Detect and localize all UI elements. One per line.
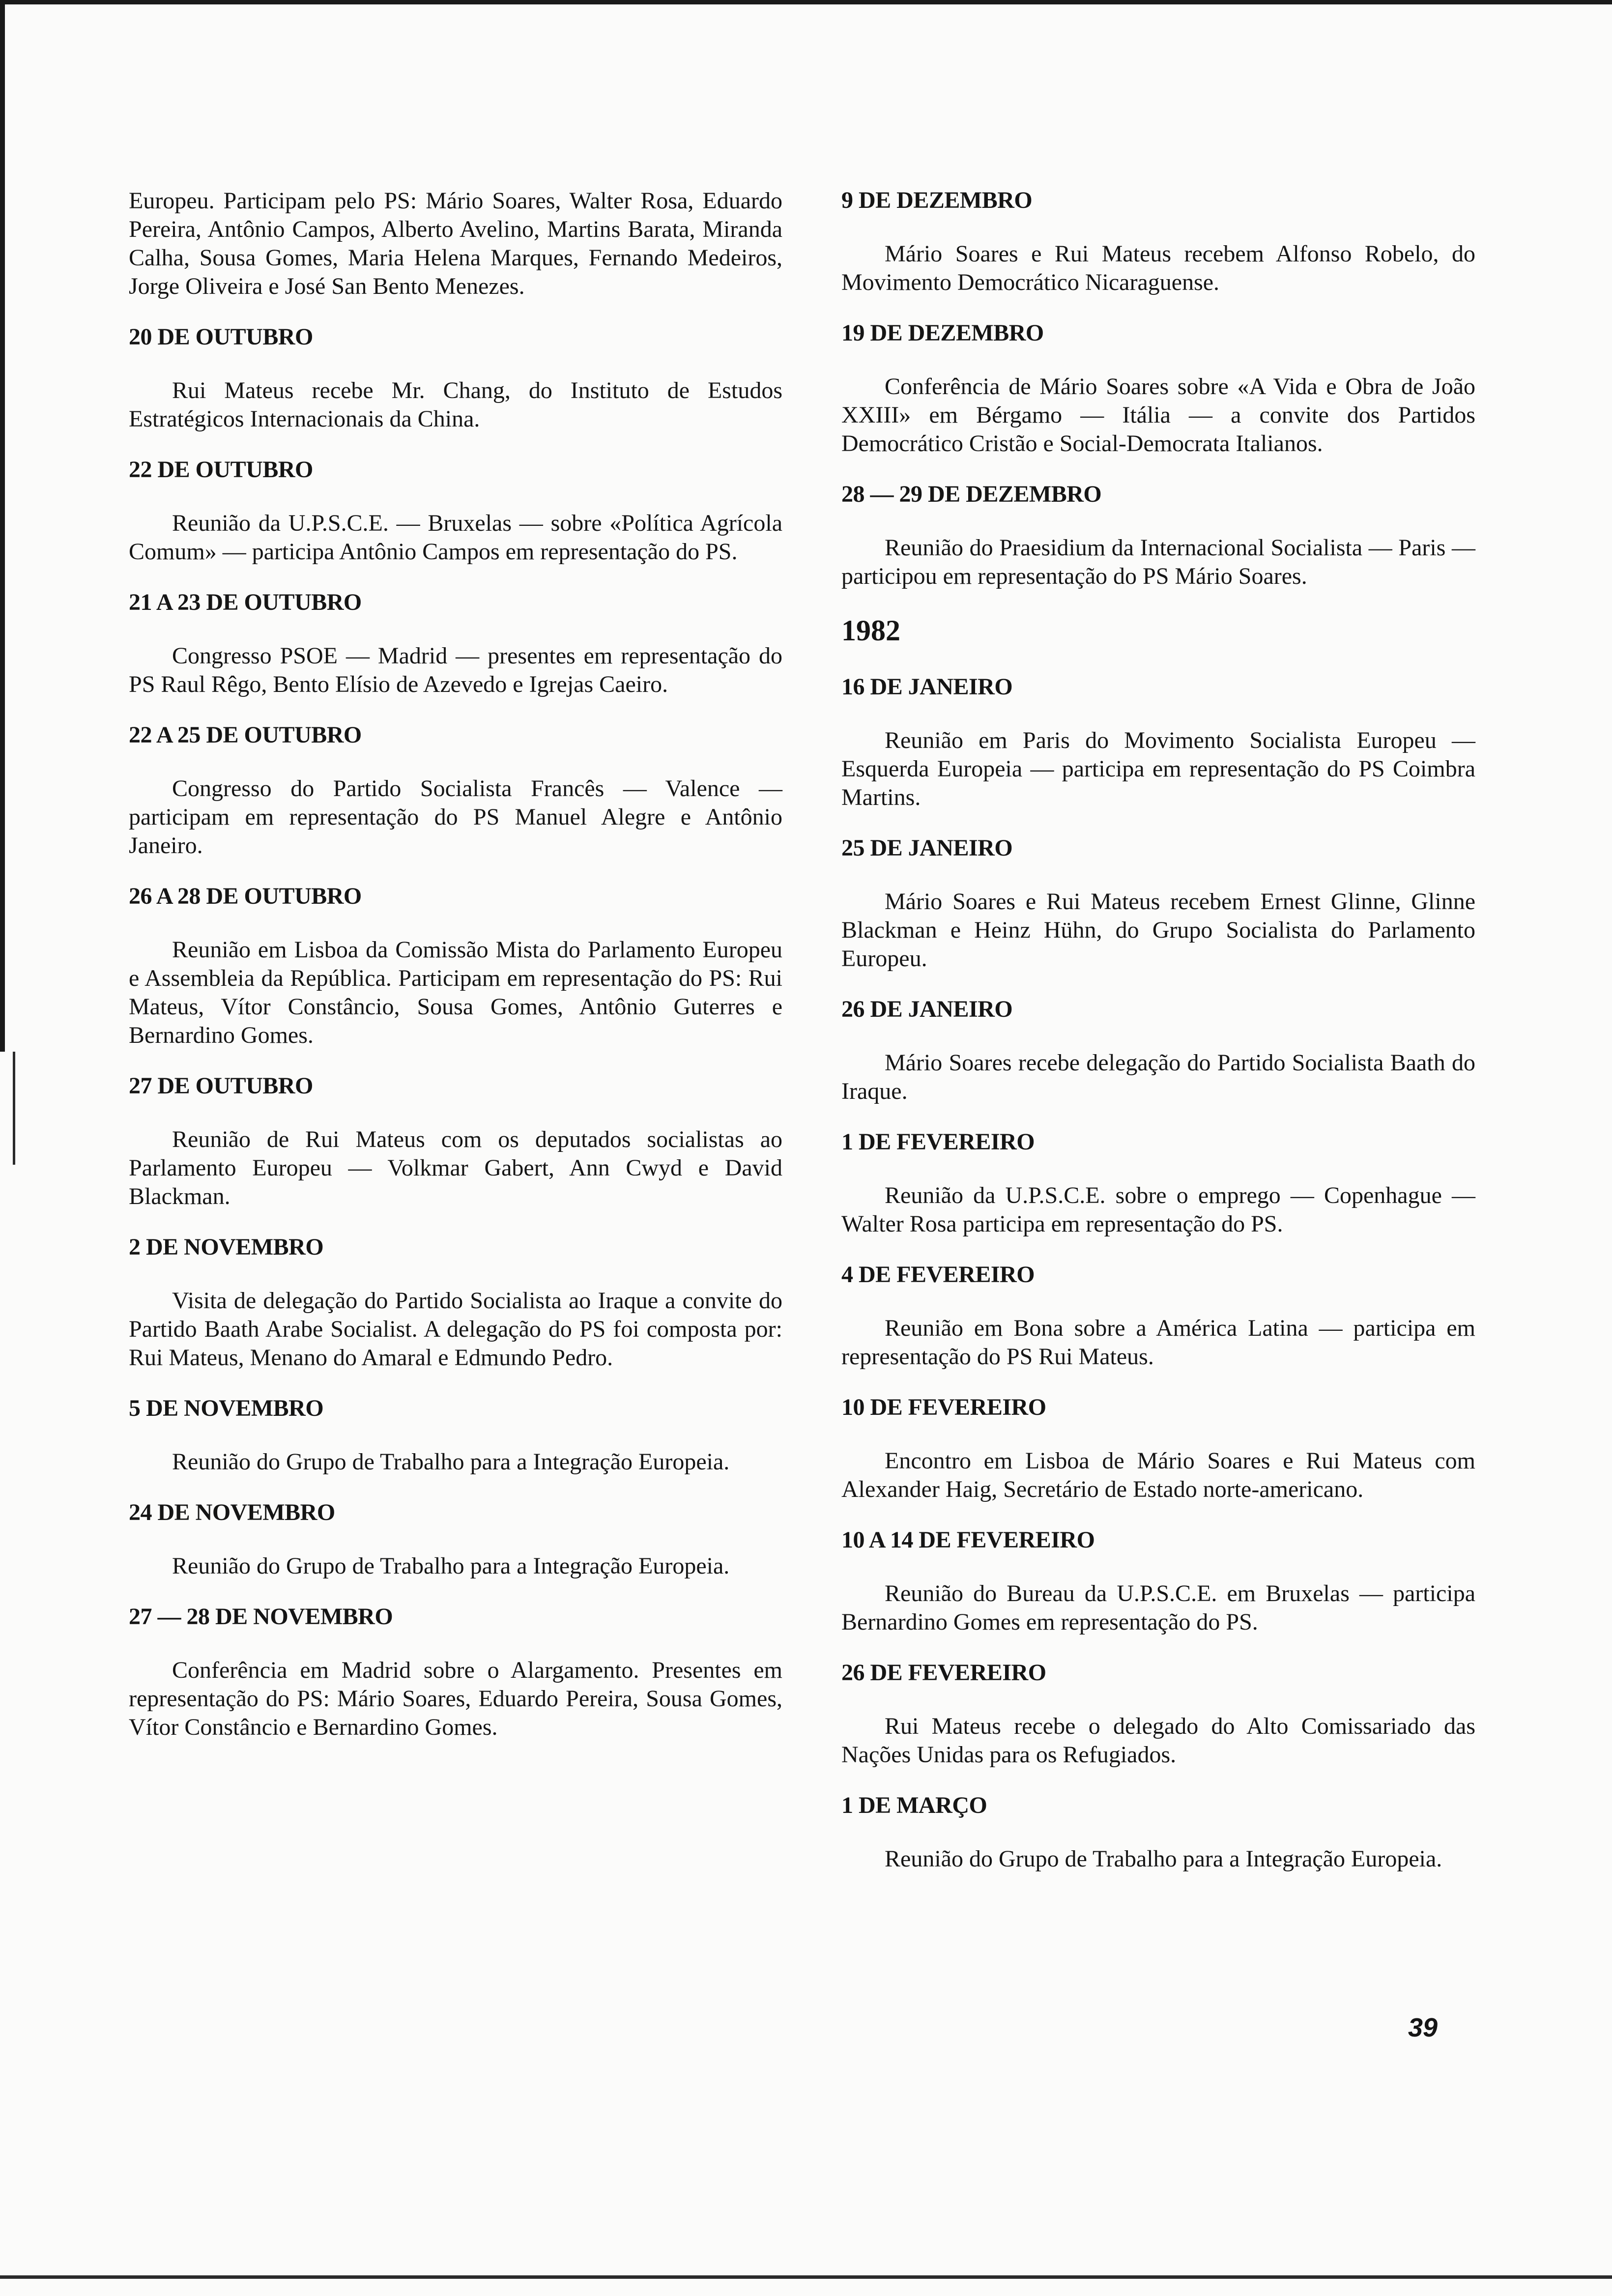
- entry-date: 1 DE FEVEREIRO: [841, 1129, 1035, 1155]
- entry-date: 21 A 23 DE OUTUBRO: [129, 589, 362, 615]
- entry-text: Reunião do Praesidium da Internacional Socialista — Paris — participou em representação do PS Mário Soares.: [841, 535, 1475, 589]
- entry-text: Reunião em Paris do Movimento Socialista Europeu — Esquerda Europeia — participa em representação do PS Coimbra Martins.: [841, 727, 1475, 810]
- chronology-entry: [129, 883, 782, 1050]
- chronology-entry: [129, 1499, 782, 1580]
- chronology-entry: [129, 589, 782, 699]
- scan-edge-bottom: [0, 2275, 1612, 2279]
- entry-text: Visita de delegação do Partido Socialista ao Iraque a convite do Partido Baath Arabe Socialist. A delegação do PS foi composta por: Rui Mateus, Menano do Amaral e Edmundo Pedro.: [129, 1288, 782, 1371]
- chronology-entry: [841, 1526, 1475, 1636]
- entry-date: 26 DE FEVEREIRO: [841, 1660, 1046, 1686]
- entry-text: Conferência em Madrid sobre o Alargamento. Presentes em representação do PS: Mário Soares, Eduardo Pereira, Sousa Gomes, Vítor Constâncio e Bernardino Gomes.: [129, 1657, 782, 1740]
- right-column: [841, 187, 1475, 1896]
- entry-date: 16 DE JANEIRO: [841, 674, 1013, 700]
- chronology-entry: [841, 1261, 1475, 1371]
- chronology-entry: [841, 1394, 1475, 1504]
- entry-date: 26 A 28 DE OUTUBRO: [129, 883, 362, 909]
- entry-date: 24 DE NOVEMBRO: [129, 1499, 335, 1525]
- entry-text: Encontro em Lisboa de Mário Soares e Rui Mateus com Alexander Haig, Secretário de Estado norte-americano.: [841, 1448, 1475, 1502]
- chronology-entry: [129, 1603, 782, 1742]
- chronology-entry: [841, 673, 1475, 812]
- chronology-entry: [841, 1659, 1475, 1769]
- entry-date: 25 DE JANEIRO: [841, 835, 1013, 861]
- left-column: [129, 187, 782, 1764]
- chronology-entry: [129, 1395, 782, 1476]
- entry-date: 22 A 25 DE OUTUBRO: [129, 722, 362, 748]
- entry-text: Reunião em Bona sobre a América Latina — participa em representação do PS Rui Mateus.: [841, 1315, 1475, 1370]
- entry-text: Congresso PSOE — Madrid — presentes em representação do PS Raul Rêgo, Bento Elísio de Azevedo e Igrejas Caeiro.: [129, 643, 782, 697]
- scan-edge-left: [0, 0, 5, 1052]
- chronology-entry: [841, 187, 1475, 297]
- scan-edge-left-fragment: [13, 1052, 15, 1165]
- chronology-entry: [841, 834, 1475, 973]
- entry-text: Reunião da U.P.S.C.E. — Bruxelas — sobre «Política Agrícola Comum» — participa Antônio Campos em representação do PS.: [129, 510, 782, 565]
- entry-text: Rui Mateus recebe o delegado do Alto Comissariado das Nações Unidas para os Refugiados.: [841, 1713, 1475, 1768]
- entry-date: 5 DE NOVEMBRO: [129, 1395, 324, 1421]
- entry-date: 22 DE OUTUBRO: [129, 457, 313, 483]
- chronology-entry: [841, 481, 1475, 591]
- entry-date: 1 DE MARÇO: [841, 1792, 987, 1818]
- page-number: 39: [1408, 2013, 1438, 2042]
- entry-date: 19 DE DEZEMBRO: [841, 320, 1044, 346]
- chronology-entry: [841, 996, 1475, 1106]
- entry-date: 4 DE FEVEREIRO: [841, 1262, 1035, 1288]
- chronology-entry: [129, 323, 782, 433]
- entry-date: 9 DE DEZEMBRO: [841, 187, 1033, 213]
- entry-date: 20 DE OUTUBRO: [129, 324, 313, 350]
- chronology-entry: [129, 1072, 782, 1211]
- scan-edge-top: [0, 0, 1612, 4]
- continued-entry: [129, 187, 782, 301]
- entry-date: 26 DE JANEIRO: [841, 996, 1013, 1022]
- entry-date: 27 — 28 DE NOVEMBRO: [129, 1604, 393, 1630]
- entry-text: Conferência de Mário Soares sobre «A Vida e Obra de João XXIII» em Bérgamo — Itália — a convite dos Partidos Democrático Cristão e Social-Democrata Italianos.: [841, 373, 1475, 457]
- chronology-entry: [841, 1128, 1475, 1238]
- entry-text: Reunião de Rui Mateus com os deputados socialistas ao Parlamento Europeu — Volkmar Gabert, Ann Cwyd e David Blackman.: [129, 1126, 782, 1209]
- entry-text: Mário Soares e Rui Mateus recebem Alfonso Robelo, do Movimento Democrático Nicaraguense.: [841, 241, 1475, 295]
- entry-text: Mário Soares recebe delegação do Partido Socialista Baath do Iraque.: [841, 1050, 1475, 1104]
- year-heading: 1982: [841, 614, 900, 647]
- entry-text: Mário Soares e Rui Mateus recebem Ernest Glinne, Glinne Blackman e Heinz Hühn, do Grupo Socialista do Parlamento Europeu.: [841, 889, 1475, 972]
- entry-text: Reunião da U.P.S.C.E. sobre o emprego — Copenhague — Walter Rosa participa em representação do PS.: [841, 1182, 1475, 1237]
- chronology-entry: [841, 1792, 1475, 1873]
- chronology-entry: [129, 1234, 782, 1372]
- chronology-entry: [129, 721, 782, 860]
- chronology-entry: [841, 319, 1475, 458]
- entry-text: Reunião em Lisboa da Comissão Mista do Parlamento Europeu e Assembleia da República. Participam em representação do PS: Rui Mateus, Vítor Constâncio, Sousa Gomes, Antônio Guterres e Bernardino Gomes.: [129, 937, 782, 1048]
- entry-date: 27 DE OUTUBRO: [129, 1073, 313, 1099]
- entry-date: 10 DE FEVEREIRO: [841, 1394, 1046, 1420]
- entry-text: Reunião do Grupo de Trabalho para a Integração Europeia.: [885, 1846, 1442, 1872]
- entry-text: Rui Mateus recebe Mr. Chang, do Instituto de Estudos Estratégicos Internacionais da China.: [129, 377, 782, 432]
- entry-date: 2 DE NOVEMBRO: [129, 1234, 324, 1260]
- entry-text: Reunião do Grupo de Trabalho para a Integração Europeia.: [172, 1449, 730, 1475]
- entry-date: 10 A 14 DE FEVEREIRO: [841, 1527, 1095, 1553]
- chronology-entry: [129, 456, 782, 566]
- entry-text: Reunião do Bureau da U.P.S.C.E. em Bruxelas — participa Bernardino Gomes em representação do PS.: [841, 1580, 1475, 1635]
- entry-text: Reunião do Grupo de Trabalho para a Integração Europeia.: [172, 1553, 730, 1579]
- entry-date: 28 — 29 DE DEZEMBRO: [841, 481, 1102, 507]
- entry-text: Congresso do Partido Socialista Francês — Valence — participam em representação do PS Manuel Alegre e Antônio Janeiro.: [129, 775, 782, 859]
- entry-text: Europeu. Participam pelo PS: Mário Soares, Walter Rosa, Eduardo Pereira, Antônio Campos, Alberto Avelino, Martins Barata, Miranda Calha, Sousa Gomes, Maria Helena Marques, Fernando Medeiros, Jorge Oliveira e José San Bento Menezes.: [129, 188, 782, 299]
